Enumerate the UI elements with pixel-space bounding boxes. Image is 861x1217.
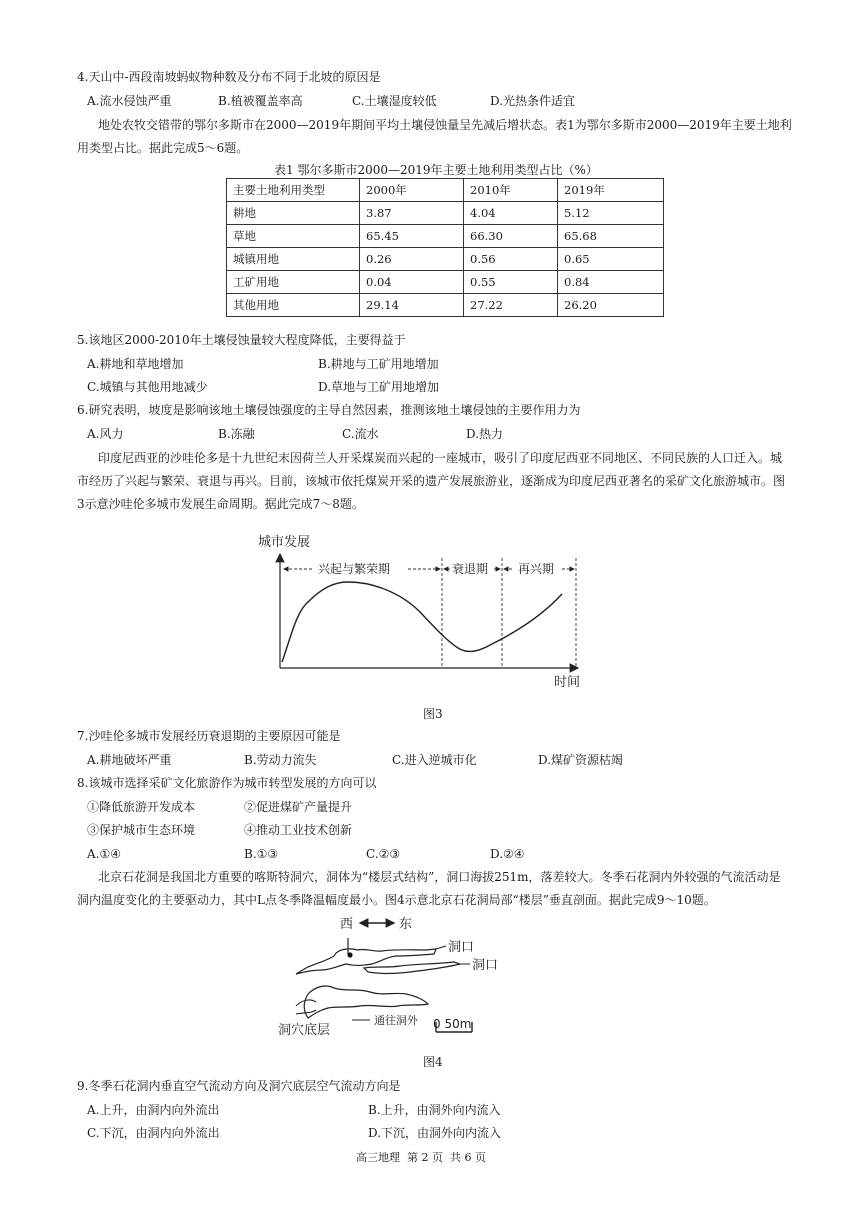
table-cell: 66.30 [464, 225, 558, 248]
q9-option-c[interactable]: C.下沉，由洞内向外流出 [87, 1126, 220, 1140]
entrance1-leader [436, 946, 446, 949]
q8-option-b[interactable]: B.①③ [244, 847, 279, 861]
cave-bottom-label: 洞穴底层 [278, 1023, 331, 1038]
table-cell: 65.45 [360, 225, 464, 248]
passage2-line3: 3示意沙哇伦多城市发展生命周期。据此完成7～8题。 [77, 497, 364, 511]
q7-option-a[interactable]: A.耕地破坏严重 [87, 753, 172, 767]
q9-option-b[interactable]: B.上升，由洞外向内流入 [368, 1103, 501, 1117]
middle-cave-passage [364, 962, 460, 974]
entrance2-label: 洞口 [472, 958, 499, 973]
table-cell: 0.04 [360, 271, 464, 294]
table-cell: 0.26 [360, 248, 464, 271]
q8-option-a[interactable]: A.①④ [87, 847, 121, 861]
table-cell: 城镇用地 [227, 248, 360, 271]
q4-option-a[interactable]: A.流水侵蚀严重 [87, 94, 172, 108]
entrance1-label: 洞口 [448, 940, 475, 955]
table-cell: 65.68 [558, 225, 664, 248]
table-cell: 0.56 [464, 248, 558, 271]
city-development-curve [282, 582, 562, 662]
table-header-cell: 主要土地利用类型 [227, 179, 360, 202]
passage1-line1: 地处农牧交错带的鄂尔多斯市在2000—2019年期间平均土壤侵蚀量呈先减后增状态。表1为鄂尔多斯市2000—2019年主要土地利 [98, 118, 792, 132]
east-label: 东 [399, 917, 413, 932]
land-use-table [226, 178, 664, 317]
q8-stem: 8.该城市选择采矿文化旅游作为城市转型发展的方向可以 [77, 776, 377, 790]
table-row [227, 248, 664, 271]
table-cell: 26.20 [558, 294, 664, 317]
q8-item-2: ②促进煤矿产量提升 [244, 800, 353, 814]
q4-option-c[interactable]: C.土壤湿度较低 [352, 94, 437, 108]
q4-stem: 4.天山中-西段南坡蚂蚁物种数及分布不同于北坡的原因是 [77, 70, 381, 84]
table-cell: 耕地 [227, 202, 360, 225]
q8-option-d[interactable]: D.②④ [490, 847, 525, 861]
table-cell: 3.87 [360, 202, 464, 225]
q9-option-d[interactable]: D.下沉，由洞外向内流入 [368, 1126, 502, 1140]
table-row [227, 271, 664, 294]
table-cell: 29.14 [360, 294, 464, 317]
table-header-cell: 2010年 [464, 179, 558, 202]
q5-option-d[interactable]: D.草地与工矿用地增加 [318, 380, 440, 394]
table-cell: 草地 [227, 225, 360, 248]
q5-stem: 5.该地区2000-2010年土壤侵蚀量较大程度降低，主要得益于 [77, 333, 406, 347]
outlet-label: 通往洞外 [374, 1014, 418, 1027]
table-cell: 工矿用地 [227, 271, 360, 294]
table-header-row [227, 179, 664, 202]
page-footer: 高三地理 第 2 页 共 6 页 [356, 1151, 486, 1164]
table-cell: 27.22 [464, 294, 558, 317]
passage2-line2: 市经历了兴起与繁荣、衰退与再兴。目前，该城市依托煤炭开采的遗产发展旅游业，逐渐成为印度尼西亚著名的采矿文化旅游城市。图 [77, 474, 786, 488]
phase-revival-label: 再兴期 [518, 562, 555, 576]
q8-item-4: ④推动工业技术创新 [244, 823, 353, 837]
phase-rise-label: 兴起与繁荣期 [318, 562, 391, 576]
q4-option-b[interactable]: B.植被覆盖率高 [218, 94, 303, 108]
table-cell: 其他用地 [227, 294, 360, 317]
q5-option-c[interactable]: C.城镇与其他用地减少 [87, 380, 208, 394]
table-cell: 4.04 [464, 202, 558, 225]
table-row [227, 202, 664, 225]
table-cell: 5.12 [558, 202, 664, 225]
q4-option-d[interactable]: D.光热条件适宜 [490, 94, 576, 108]
figure3-y-label: 城市发展 [258, 535, 311, 550]
q8-item-1: ①降低旅游开发成本 [87, 800, 196, 814]
q8-option-c[interactable]: C.②③ [366, 847, 401, 861]
figure3-life-cycle-diagram [250, 530, 600, 690]
table-row [227, 294, 664, 317]
table-header-cell: 2019年 [558, 179, 664, 202]
q9-stem: 9.冬季石花洞内垂直空气流动方向及洞穴底层空气流动方向是 [77, 1079, 401, 1093]
scale-label: 0 50m [433, 1017, 472, 1031]
figure3-caption: 图3 [423, 707, 443, 721]
phase-decline-label: 衰退期 [452, 562, 489, 576]
table-cell: 0.65 [558, 248, 664, 271]
q7-option-c[interactable]: C.进入逆城市化 [392, 753, 477, 767]
q6-option-a[interactable]: A.风力 [87, 427, 124, 441]
q9-option-a[interactable]: A.上升，由洞内向外流出 [87, 1103, 220, 1117]
q6-stem: 6.研究表明，坡度是影响该地土壤侵蚀强度的主导自然因素，推测该地土壤侵蚀的主要作用力为 [77, 403, 581, 417]
q8-item-3: ③保护城市生态环境 [87, 823, 196, 837]
q6-option-c[interactable]: C.流水 [342, 427, 379, 441]
passage2-line1: 印度尼西亚的沙哇伦多是十九世纪末因荷兰人开采煤炭而兴起的一座城市，吸引了印度尼西亚不同地区、不同民族的人口迁入。城 [98, 451, 783, 465]
q6-option-d[interactable]: D.热力 [466, 427, 504, 441]
passage1-line2: 用类型占比。据此完成5～6题。 [77, 141, 249, 155]
q5-option-a[interactable]: A.耕地和草地增加 [87, 357, 184, 371]
figure3-x-label: 时间 [554, 675, 581, 690]
passage3-line2: 洞内温度变化的主要驱动力，其中L点冬季降温幅度最小。图4示意北京石花洞局部“楼层”垂直剖面。据此完成9～10题。 [77, 893, 716, 907]
q7-stem: 7.沙哇伦多城市发展经历衰退期的主要原因可能是 [77, 729, 341, 743]
q6-option-b[interactable]: B.冻融 [218, 427, 255, 441]
q7-option-b[interactable]: B.劳动力流失 [244, 753, 317, 767]
table1-caption: 表1 鄂尔多斯市2000—2019年主要土地利用类型占比（%） [274, 163, 598, 177]
west-label: 西 [340, 917, 354, 932]
passage3-line1: 北京石花洞是我国北方重要的喀斯特洞穴，洞体为“楼层式结构”，洞口海拔251m，落差较大。冬季石花洞内外较强的气流活动是 [98, 870, 781, 884]
point-l-dot [347, 952, 352, 957]
table-cell: 0.55 [464, 271, 558, 294]
q5-option-b[interactable]: B.耕地与工矿用地增加 [318, 357, 439, 371]
table-header-cell: 2000年 [360, 179, 464, 202]
table-cell: 0.84 [558, 271, 664, 294]
table-row [227, 225, 664, 248]
q7-option-d[interactable]: D.煤矿资源枯竭 [538, 753, 624, 767]
figure4-cave-profile [276, 910, 526, 1046]
cave-bottom-branch [296, 1000, 316, 1014]
figure4-caption: 图4 [423, 1055, 443, 1069]
